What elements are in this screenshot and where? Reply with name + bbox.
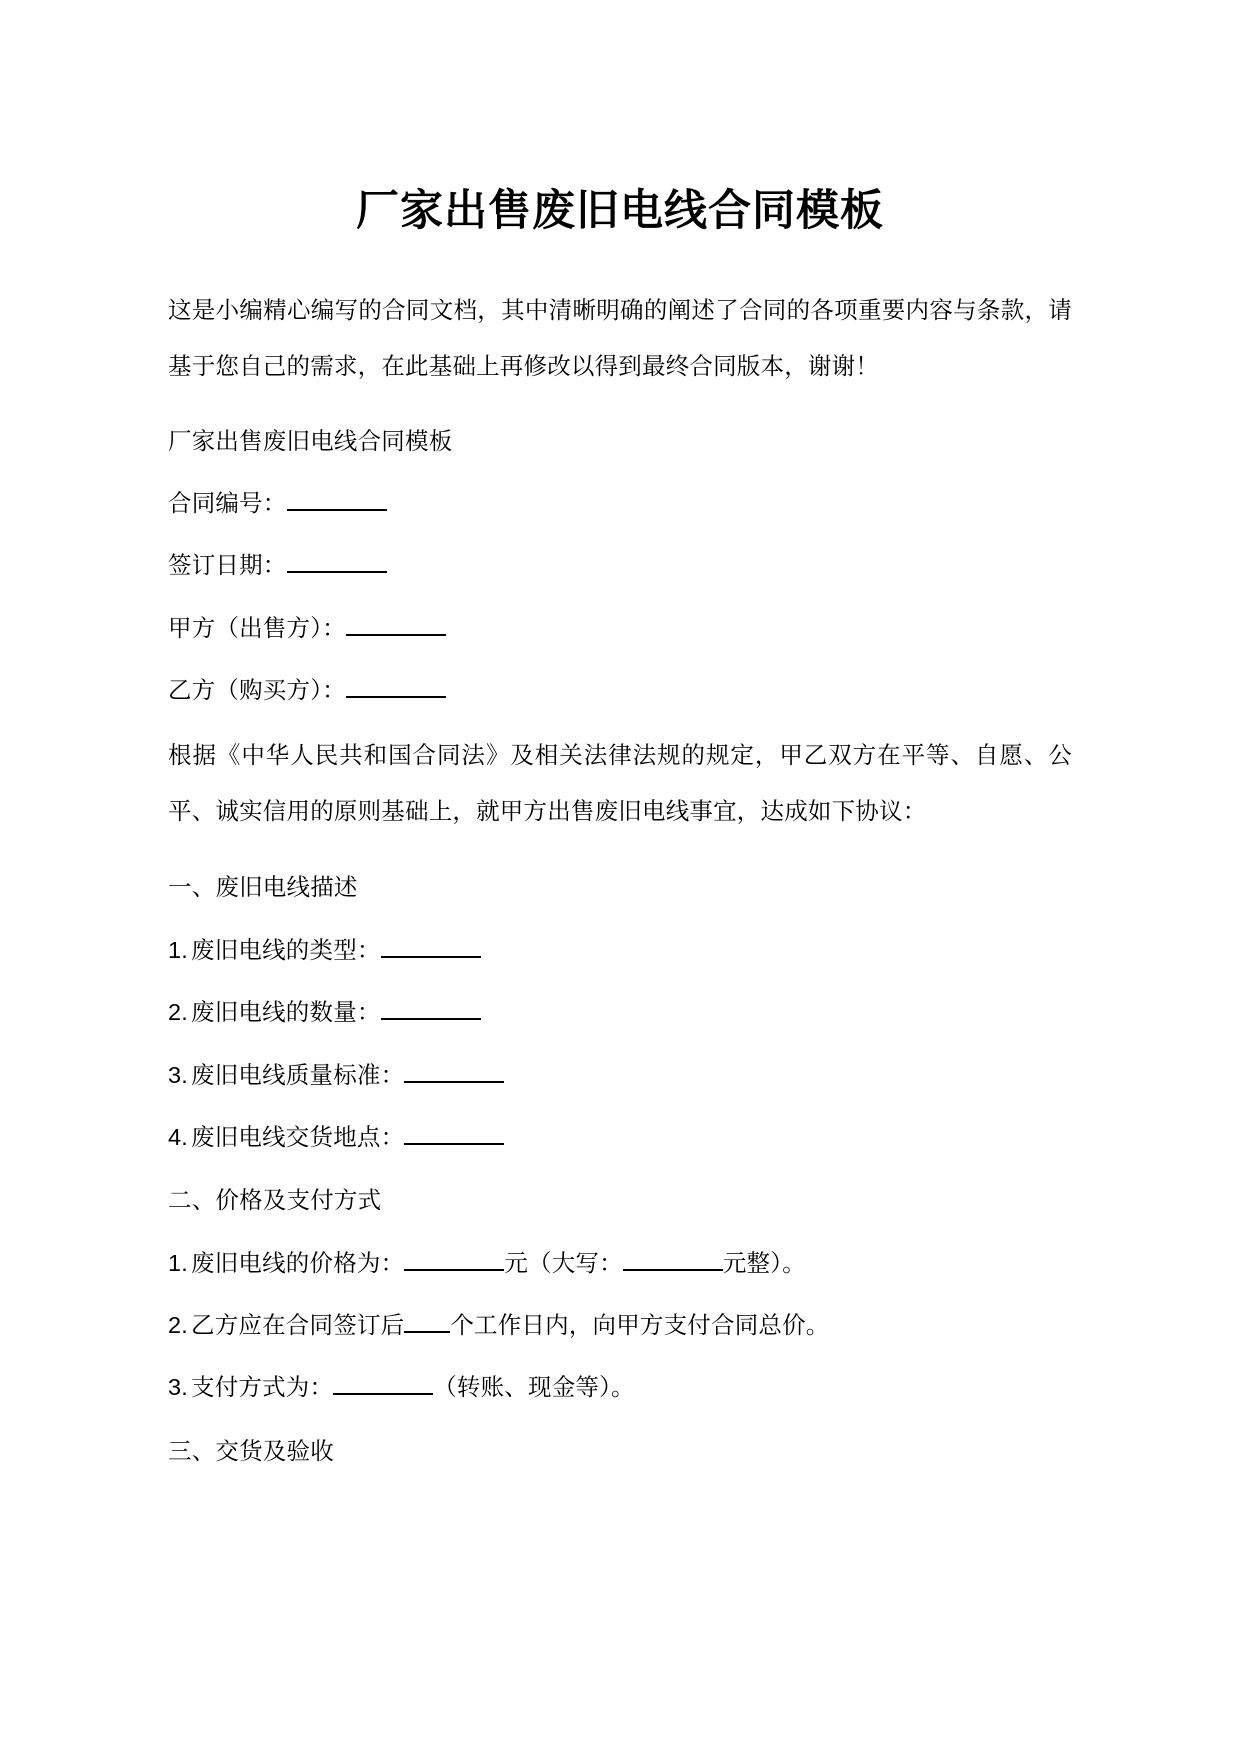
item-prefix: 2.	[168, 999, 188, 1026]
section-heading-2: 二、价格及支付方式	[168, 1187, 382, 1214]
page-title: 厂家出售废旧电线合同模板	[356, 187, 884, 235]
item-tail-text: 元整）。	[722, 1249, 806, 1276]
item-mid-text: 元（大写：	[504, 1249, 623, 1276]
section1-item-3	[168, 1028, 1072, 1090]
item-blank[interactable]	[404, 1081, 504, 1083]
sign-date-blank[interactable]	[287, 571, 387, 573]
contract-number-blank[interactable]	[287, 509, 387, 511]
item-tail-text: 个工作日内，向甲方支付合同总价。	[450, 1312, 830, 1339]
item-text: 废旧电线交货地点：	[191, 1123, 405, 1150]
sign-date-field	[168, 518, 1072, 580]
contract-number-field	[168, 456, 1072, 518]
item-blank[interactable]	[381, 956, 481, 958]
payment-method-blank[interactable]	[333, 1393, 433, 1395]
section-heading-3: 三、交货及验收	[168, 1437, 334, 1464]
working-days-blank[interactable]	[404, 1331, 450, 1333]
section-heading-1: 一、废旧电线描述	[168, 874, 358, 901]
document-body	[168, 0, 1072, 1466]
item-blank[interactable]	[404, 1143, 504, 1145]
section1-item-2	[168, 965, 1072, 1027]
item-prefix: 1.	[168, 936, 188, 963]
section1-item-4	[168, 1090, 1072, 1152]
section2-item-3	[168, 1340, 1072, 1402]
sign-date-label: 签订日期：	[168, 552, 287, 579]
section2-item-1	[168, 1216, 1072, 1278]
preamble-paragraph: 根据《中华人民共和国合同法》及相关法律法规的规定，甲乙双方在平等、自愿、公平、诚实信用的原则基础上，就甲方出售废旧电线事宜，达成如下协议：	[168, 742, 1072, 825]
item-tail-text: （转账、现金等）。	[433, 1374, 635, 1401]
item-blank[interactable]	[381, 1018, 481, 1020]
item-lead-text: 支付方式为：	[191, 1374, 334, 1401]
contract-number-label: 合同编号：	[168, 489, 287, 516]
section2-item-2	[168, 1278, 1072, 1340]
party-a-blank[interactable]	[346, 634, 446, 636]
price-words-blank[interactable]	[623, 1269, 723, 1271]
item-prefix: 2.	[168, 1312, 188, 1339]
item-prefix: 3.	[168, 1374, 188, 1401]
item-prefix: 4.	[168, 1123, 188, 1150]
item-lead-text: 废旧电线的价格为：	[191, 1249, 405, 1276]
party-b-blank[interactable]	[346, 696, 446, 698]
item-text: 废旧电线的数量：	[191, 999, 381, 1026]
item-text: 废旧电线质量标准：	[191, 1061, 405, 1088]
item-prefix: 3.	[168, 1061, 188, 1088]
section1-item-1	[168, 903, 1072, 965]
party-a-label: 甲方（出售方）：	[168, 614, 346, 641]
party-b-label: 乙方（购买方）：	[168, 677, 346, 704]
item-text: 废旧电线的类型：	[191, 936, 381, 963]
item-lead-text: 乙方应在合同签订后	[191, 1312, 405, 1339]
party-b-field	[168, 643, 1072, 705]
intro-paragraph: 这是小编精心编写的合同文档，其中清晰明确的阐述了合同的各项重要内容与条款，请基于您自己的需求，在此基础上再修改以得到最终合同版本，谢谢！	[168, 296, 1072, 379]
item-prefix: 1.	[168, 1249, 188, 1276]
document-subtitle: 厂家出售废旧电线合同模板	[168, 427, 453, 454]
price-amount-blank[interactable]	[404, 1269, 504, 1271]
party-a-field	[168, 581, 1072, 643]
